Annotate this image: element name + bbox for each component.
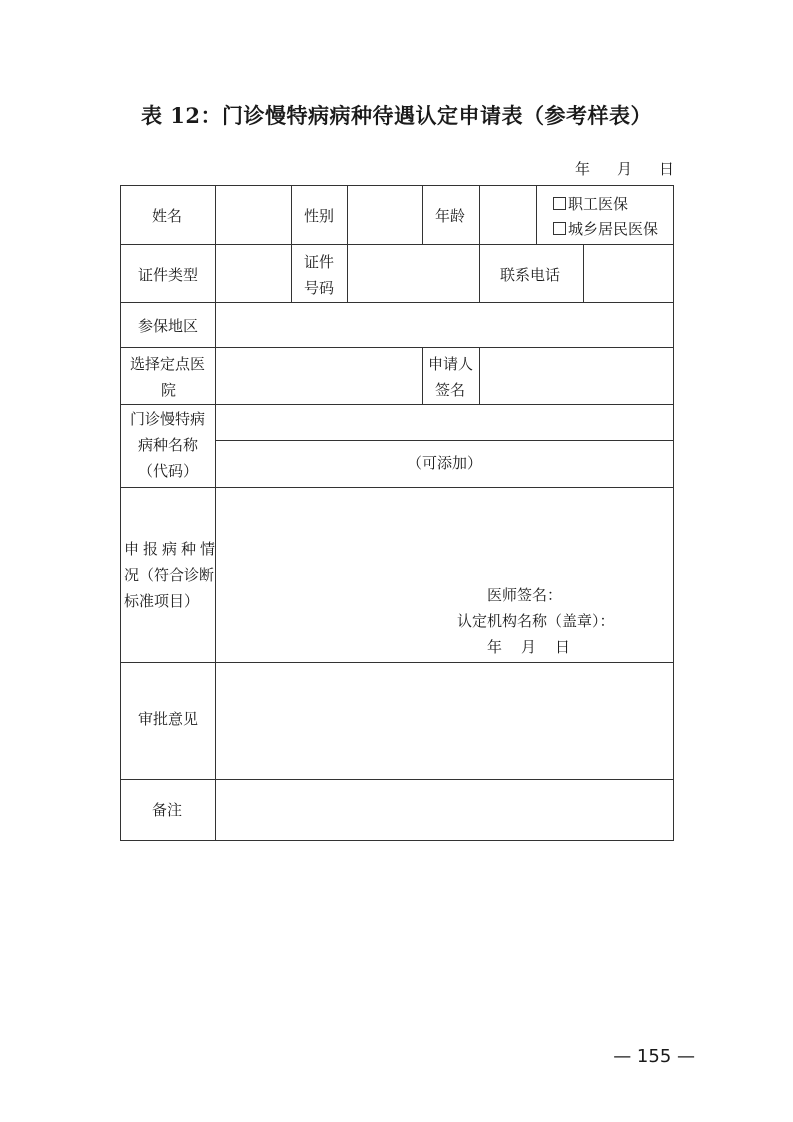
insured-area-label: 参保地区	[138, 317, 199, 335]
insurance-resident-label: 城乡居民医保	[568, 220, 659, 238]
id-type-label: 证件类型	[138, 266, 199, 284]
phone-label: 联系电话	[500, 266, 561, 284]
condition-label-line3: 标准项目）	[124, 592, 200, 610]
disease-name-label-line2: 病种名称	[138, 436, 199, 454]
page-title: 表 12：门诊慢特病病种待遇认定申请表（参考样表）	[140, 103, 653, 128]
page-number: — 155 —	[613, 1046, 695, 1067]
remarks-label: 备注	[152, 801, 183, 819]
date-month-label: 月	[617, 160, 633, 178]
hospital-label-line2: 院	[161, 381, 177, 399]
applicant-sign-label-line2: 签名	[435, 381, 466, 399]
inner-date-year: 年	[487, 638, 503, 656]
condition-label-line2: 况（符合诊断	[124, 566, 215, 584]
name-label: 姓名	[152, 207, 183, 225]
institution-label: 认定机构名称（盖章）：	[457, 612, 615, 630]
addable-note: （可添加）	[407, 454, 483, 472]
disease-name-label-line1: 门诊慢特病	[130, 410, 206, 428]
hospital-label-line1: 选择定点医	[130, 355, 206, 373]
id-number-label-line2: 号码	[304, 279, 335, 297]
gender-label: 性别	[304, 207, 335, 225]
checkbox-icon[interactable]	[553, 222, 566, 235]
date-year-label: 年	[575, 160, 591, 178]
condition-label-line1: 申报病种情	[124, 540, 220, 558]
id-number-label-line1: 证件	[304, 253, 335, 271]
date-header	[575, 158, 674, 179]
insurance-option-employee[interactable]	[553, 193, 628, 214]
checkbox-icon[interactable]	[553, 197, 566, 210]
application-form-table	[120, 185, 674, 841]
date-day-label: 日	[659, 160, 675, 178]
insurance-option-resident[interactable]	[553, 218, 658, 239]
age-label: 年龄	[435, 207, 466, 225]
inner-date-month: 月	[521, 638, 537, 656]
insurance-employee-label: 职工医保	[568, 195, 629, 213]
inner-date	[487, 636, 570, 657]
inner-date-day: 日	[555, 638, 571, 656]
applicant-sign-label-line1: 申请人	[428, 355, 474, 373]
disease-name-label-line3: （代码）	[138, 462, 199, 480]
doctor-sign-label: 医师签名：	[487, 586, 563, 604]
approval-label: 审批意见	[138, 710, 199, 728]
